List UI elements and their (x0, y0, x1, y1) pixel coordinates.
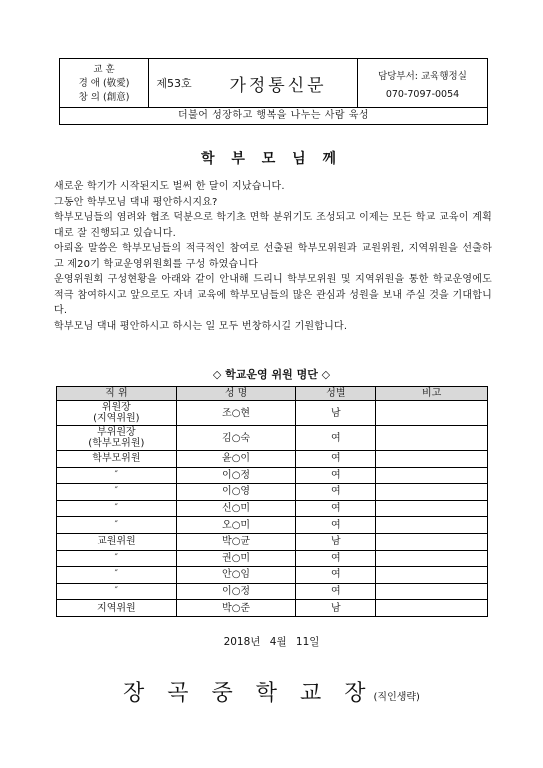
name-cell: 윤○이 (176, 451, 296, 468)
position-cell: 학부모위원 (57, 451, 177, 468)
position-cell: 교원위원 (57, 533, 177, 550)
column-header: 직 위 (57, 387, 177, 401)
paragraph: 아뢰올 말씀은 학부모님들의 적극적인 참여로 선출된 학부모위원과 교원위원, 지역위원을 선출하고 제20기 학교운영위원회를 구성 하였습니다 (54, 243, 492, 270)
position-cell: 부위원장 (학부모위원) (57, 426, 177, 451)
gender-cell: 여 (296, 500, 376, 517)
gender-cell: 여 (296, 550, 376, 567)
newsletter-title: 가정통신문 (229, 75, 327, 96)
table-row (57, 451, 488, 468)
newsletter-header (59, 58, 488, 108)
position-cell: 지역위원 (57, 600, 177, 617)
paragraph: 새로운 학기가 시작된지도 벌써 한 달이 지났습니다. (54, 181, 285, 192)
member-list-title: ◇ 학교운영 위원 명단 ◇ (212, 368, 331, 381)
name-cell: 이○영 (176, 484, 296, 501)
note-cell (376, 583, 488, 600)
paragraph: 운영위원회 구성현황을 아래와 같이 안내해 드리니 학부모위원 및 지역위원을 통한 학교운영에도 적극 참여하시고 앞으로도 자녀 교육에 학부모님들의 많은 관심과 성원을 보내 주실 것을 기대합니다. (54, 274, 492, 316)
note-cell (376, 550, 488, 567)
paragraph: 학부모님들의 염려와 협조 덕분으로 학기초 면학 분위기도 조성되고 이제는 모든 학교 교육이 계획대로 잘 진행되고 있습니다. (54, 212, 492, 239)
name-cell: 이○정 (176, 467, 296, 484)
position-cell: ″ (57, 567, 177, 584)
table-row (57, 583, 488, 600)
motto-line: 창 의 (創意) (78, 92, 130, 103)
department: 담당부서: 교육행정실 (378, 71, 467, 82)
table-header-row (57, 387, 488, 401)
name-cell: 이○정 (176, 583, 296, 600)
name-cell: 박○준 (176, 600, 296, 617)
gender-cell: 남 (296, 600, 376, 617)
position-cell: ″ (57, 467, 177, 484)
note-cell (376, 484, 488, 501)
name-cell: 박○균 (176, 533, 296, 550)
table-row (57, 533, 488, 550)
table-row (57, 517, 488, 534)
gender-cell: 여 (296, 467, 376, 484)
note-cell (376, 567, 488, 584)
name-cell: 김○숙 (176, 426, 296, 451)
note-cell (376, 500, 488, 517)
school-motto (60, 59, 149, 107)
table-row (57, 467, 488, 484)
principal-signature (0, 676, 543, 707)
gender-cell: 여 (296, 517, 376, 534)
issue-date: 2018년 4월 11일 (223, 636, 320, 648)
gender-cell: 남 (296, 401, 376, 426)
phone-number: 070-7097-0054 (385, 89, 460, 100)
note-cell (376, 517, 488, 534)
position-cell: ″ (57, 517, 177, 534)
contact-info (358, 59, 487, 107)
gender-cell: 여 (296, 484, 376, 501)
motto-line: 교 훈 (93, 64, 115, 75)
position-cell: 위원장 (지역위원) (57, 401, 177, 426)
gender-cell: 여 (296, 451, 376, 468)
paragraph: 학부모님 댁내 평안하시고 하시는 일 모두 번창하시길 기원합니다. (54, 320, 348, 332)
table-row (57, 567, 488, 584)
gender-cell: 여 (296, 583, 376, 600)
issue-number: 제53호 (156, 77, 192, 90)
motto-line: 경 애 (敬愛) (78, 78, 130, 89)
gender-cell: 남 (296, 533, 376, 550)
table-row (57, 600, 488, 617)
header-title-cell (149, 59, 358, 107)
name-cell: 안○임 (176, 567, 296, 584)
note-cell (376, 600, 488, 617)
table-row (57, 484, 488, 501)
table-row (57, 426, 488, 451)
member-rows (57, 401, 488, 617)
letter-body (54, 179, 492, 334)
name-cell: 신○미 (176, 500, 296, 517)
position-cell: ″ (57, 583, 177, 600)
position-cell: ″ (57, 484, 177, 501)
position-cell: ″ (57, 550, 177, 567)
principal-title: 장 곡 중 학 교 장 (123, 681, 374, 706)
table-row (57, 401, 488, 426)
column-header: 성 명 (176, 387, 296, 401)
note-cell (376, 533, 488, 550)
column-header: 성별 (296, 387, 376, 401)
name-cell: 권○미 (176, 550, 296, 567)
name-cell: 조○현 (176, 401, 296, 426)
school-slogan: 더불어 성장하고 행복을 나누는 사람 육성 (59, 107, 488, 125)
note-cell (376, 426, 488, 451)
greeting-title: 학 부 모 님 께 (200, 151, 343, 167)
note-cell (376, 467, 488, 484)
gender-cell: 여 (296, 567, 376, 584)
seal-note: (직인생략) (373, 692, 420, 703)
position-cell: ″ (57, 500, 177, 517)
table-row (57, 550, 488, 567)
gender-cell: 여 (296, 426, 376, 451)
table-row (57, 500, 488, 517)
note-cell (376, 451, 488, 468)
column-header: 비고 (376, 387, 488, 401)
member-table (56, 386, 488, 617)
paragraph: 그동안 학부모님 댁내 평안하시지요? (54, 196, 218, 208)
note-cell (376, 401, 488, 426)
name-cell: 오○미 (176, 517, 296, 534)
